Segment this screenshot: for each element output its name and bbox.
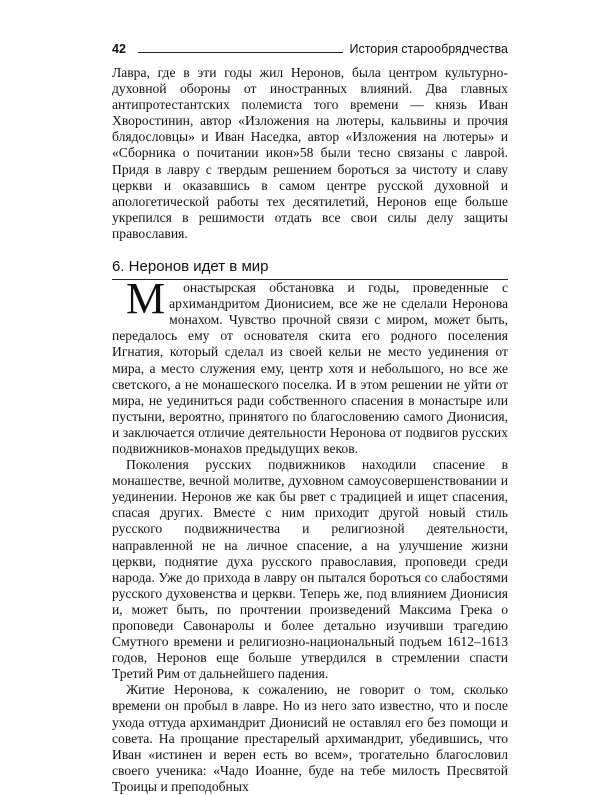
paragraph-2	[112, 274, 508, 457]
paragraph-1: Лавра, где в эти годы жил Неронов, была центром культурно-духовной обороны от иностранных влияний. Два главных антипротестантских полемиста того времени — князь Иван Хворостинин, автор «Изложения на лютеры, кальвины и прочия блядословцы» и Иван Наседка, автор «Изложения на лютеры» и «Сборника о почитании икон»58 были тесно связаны с лаврой. Придя в лавру с твердым решением бороться за чистоту и славу церкви и оказавшись в самом центре русской духовной и апологетической работы тех десятилетий, Неронов еще больше укрепился в решимости отдать все свои силы делу защиты православия.	[112, 65, 508, 241]
header-rule	[138, 52, 344, 53]
running-head	[112, 40, 508, 58]
section-heading: 6. Неронов идет в мир	[112, 258, 269, 276]
paragraph-3: Поколения русских подвижников находили спасение в монашестве, вечной молитве, духовном самоусовершенствовании и уединении. Неронов же как бы рвет с традицией и ищет спасения, спасая других. Вместе с ним приходит другой новый стиль русского подвижничества и религиозной деятельности, направленной не на личное спасение, а на улучшение жизни церкви, поднятие духа русского православия, проповеди среди народа. Уже до прихода в лавру он пытался бороться со слабостями русского духовенства и церкви. Теперь же, под влиянием Дионисия и, может быть, по прочтении произведений Максима Грека о проповеди Савонаролы и более детально изучивши трагедию Смутного времени и религиозно-национальный подъем 1612–1613 годов, Неронов еще больше утвердился в стремлении спасти Третий Рим от дальнейшего падения.	[112, 457, 508, 682]
paragraph-2-text: онастырская обстановка и годы, проведенные с архимандритом Дионисием, все же не сделали Неронова монахом. Чувство прочной связи с миром, может быть, передалось ему от основателя скита его родного поселения Игнатия, который сделал из своей кельи не место уединения от мира, а место служения ему, центр хотя и небольшого, но все же светского, а не монашеского поселка. И в этом решении не уйти от мира, не уединиться ради собственного спасения в монастыре или пустыни, вероятно, принятого по благословению самого Дионисия, и заключается отличие деятельности Неронова от подвигов русских подвижников-монахов предыдущих веков.	[112, 280, 508, 456]
book-page	[112, 40, 508, 795]
paragraph-4: Житие Неронова, к сожалению, не говорит о том, сколько времени он пробыл в лавре. Но из него зато известно, что и после ухода оттуда архимандрит Дионисий не оставлял его без помощи и совета. На прощание престарелый архимандрит, убедившись, что Иван «истинен и верен есть во всем», трогательно благословил своего ученика: «Чадо Иоанне, буде на тебе милость Пресвятой Троицы и преподобных	[112, 682, 508, 794]
running-title: История старообрядчества	[349, 42, 508, 56]
drop-cap: М	[126, 274, 166, 324]
page-number: 42	[112, 42, 126, 56]
